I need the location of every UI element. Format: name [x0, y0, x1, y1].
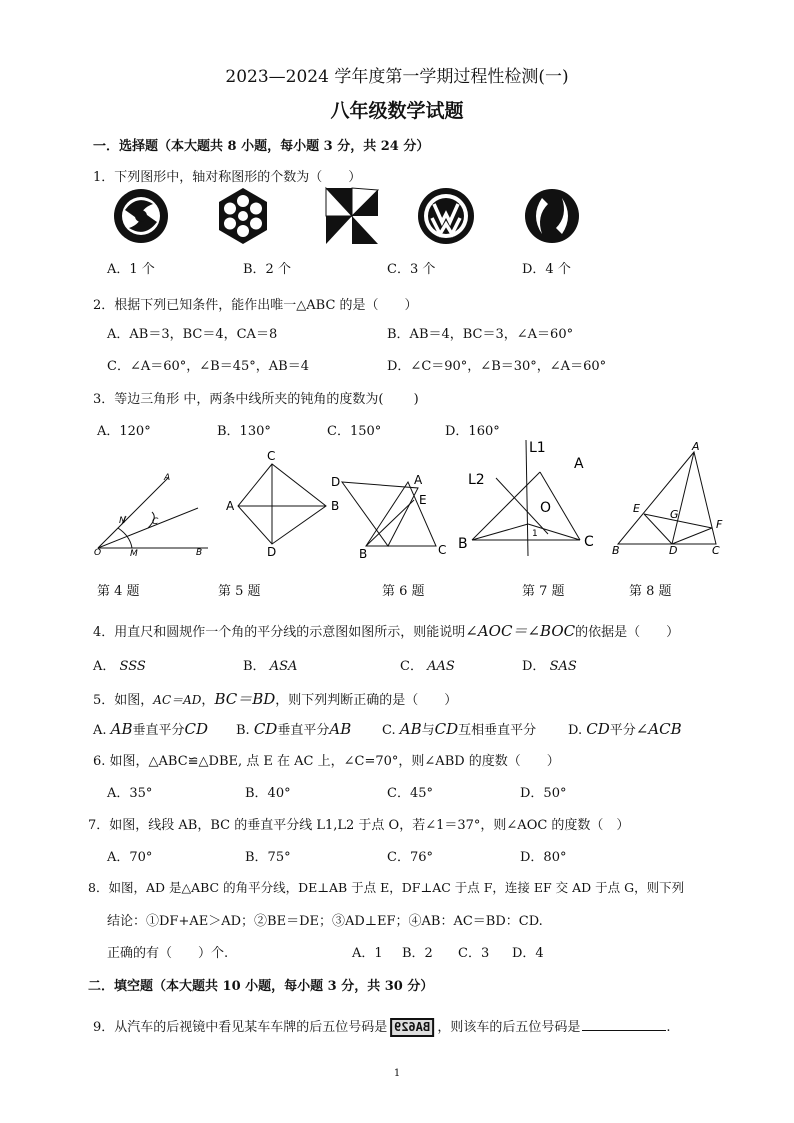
volkswagen-logo-icon: [418, 188, 474, 244]
caption-fig8: 第 8 题: [629, 584, 672, 599]
fig8-label-a: A: [692, 440, 700, 453]
q4-option-b-letter: B．: [243, 659, 266, 674]
fig8-label-c: C: [712, 544, 720, 557]
fig5-label-d: D: [267, 545, 277, 559]
section1-heading: 一．选择题（本大题共 8 小题，每小题 3 分，共 24 分）: [93, 139, 430, 154]
q4-option-d-letter: D．: [522, 659, 546, 674]
caption-fig4: 第 4 题: [97, 584, 140, 599]
q8-option-c: C．3: [458, 946, 490, 961]
fig8-label-e: E: [633, 502, 640, 515]
q3-option-a: A．120°: [97, 424, 151, 439]
pinwheel-icon: [326, 188, 378, 244]
q7-option-d: D．80°: [520, 850, 567, 865]
q5-c-rel: 与: [421, 723, 435, 738]
q9-stem: [93, 1016, 671, 1037]
q7-option-a: A．70°: [107, 850, 153, 865]
q9-license-plate: BA629: [390, 1018, 434, 1037]
q5-option-c: [382, 719, 536, 738]
exam-subtitle: 八年级数学试题: [330, 100, 464, 122]
dongfeng-logo-icon: [114, 189, 168, 243]
q5-d-letter: D.: [568, 723, 583, 738]
q5-b-letter: B.: [236, 723, 250, 738]
q8-option-b: B．2: [402, 946, 433, 961]
figure-4: [98, 478, 208, 548]
hexagon-flower-icon: [219, 188, 267, 244]
fig4-label-a: A: [164, 473, 171, 483]
fig7-label-a: A: [574, 456, 584, 472]
q4-formula: ∠AOC＝∠BOC: [465, 622, 576, 640]
q5-c-seg1: AB: [399, 720, 422, 738]
caption-fig5: 第 5 题: [218, 584, 261, 599]
swirl-logo-icon: [525, 189, 579, 243]
q1-figures: [105, 186, 665, 246]
q9-end: .: [666, 1020, 671, 1035]
fig6-label-a: A: [414, 473, 423, 487]
q9-answer-blank[interactable]: [582, 1030, 666, 1031]
figure-5: [238, 464, 326, 544]
fig7-label-l1: L1: [529, 440, 546, 456]
q8-option-d: D．4: [512, 946, 544, 961]
q7-option-c: C．76°: [387, 850, 433, 865]
q3-stem: 3．等边三角形 中，两条中线所夹的钝角的度数为( ): [93, 392, 419, 407]
q5-option-a: [93, 719, 208, 738]
fig5-label-a: A: [226, 499, 235, 513]
q1-option-b: B．2 个: [243, 262, 291, 277]
q4-option-d: [522, 655, 577, 674]
q4-option-b: [243, 655, 297, 674]
fig6-label-d: D: [331, 475, 341, 489]
q4-option-b-text: ASA: [269, 659, 298, 674]
q8-option-a: A．1: [352, 946, 383, 961]
fig4-label-c: C: [152, 517, 159, 527]
q6-option-c: C．45°: [387, 786, 433, 801]
figure-8: [618, 452, 716, 544]
q4-option-c-letter: C．: [400, 659, 423, 674]
q4-option-a-text: SSS: [119, 659, 146, 674]
q6-option-a: A．35°: [107, 786, 153, 801]
fig8-label-g: G: [670, 508, 679, 521]
q4-option-c-text: AAS: [427, 659, 455, 674]
q5-option-d: [568, 719, 682, 738]
q6-stem: 6. 如图，△ABC≌△DBE, 点 E 在 AC 上，∠C=70°，则∠ABD 的度数（ ）: [93, 754, 560, 769]
q4-option-c: [400, 655, 455, 674]
q3-option-b: B．130°: [217, 424, 271, 439]
fig7-label-angle-1: 1: [532, 529, 538, 539]
q1-option-c: C．3 个: [387, 262, 436, 277]
fig7-label-l2: L2: [468, 472, 485, 488]
fig6-label-b: B: [359, 547, 368, 561]
fig6-label-e: E: [419, 493, 427, 507]
section2-heading: 二．填空题（本大题共 10 小题，每小题 3 分，共 30 分）: [88, 979, 434, 994]
fig5-label-c: C: [267, 449, 276, 463]
q9-stem-prefix: 9．从汽车的后视镜中看见某车车牌的后五位号码是: [93, 1020, 388, 1035]
q1-option-d: D．4 个: [522, 262, 571, 277]
q8-prompt: 正确的有（ ）个.: [107, 946, 229, 961]
q3-option-d: D．160°: [445, 424, 500, 439]
q5-b-rel: 垂直平分: [277, 723, 330, 738]
fig6-label-c: C: [438, 543, 447, 557]
q5-b-seg1: CD: [253, 720, 278, 738]
q5-a-rel: 垂直平分: [132, 723, 185, 738]
q3-option-c: C．150°: [327, 424, 382, 439]
q5-d-rel: 平分: [609, 723, 636, 738]
q2-option-a: A．AB＝3，BC＝4，CA＝8: [107, 327, 278, 342]
q4-option-a: [93, 655, 146, 674]
fig8-label-b: B: [612, 544, 620, 557]
q5-d-seg2: ∠ACB: [635, 720, 682, 738]
q5-a-seg2: CD: [184, 720, 209, 738]
fig4-label-o: O: [94, 548, 102, 558]
q4-option-d-text: SAS: [549, 659, 577, 674]
q5-stem: [93, 688, 457, 709]
q6-option-b: B．40°: [245, 786, 291, 801]
fig8-label-d: D: [669, 544, 678, 557]
q5-b-seg2: AB: [329, 720, 352, 738]
q2-stem: 2．根据下列已知条件，能作出唯一△ABC 的是（ ）: [93, 298, 418, 313]
q5-a-letter: A.: [93, 723, 107, 738]
q4-option-a-letter: A．: [93, 659, 116, 674]
fig4-label-b: B: [196, 548, 203, 558]
q4-stem-prefix: 4．用直尺和圆规作一个角的平分线的示意图如图所示，则能说明: [93, 625, 466, 640]
q5-sep: ，: [201, 693, 215, 708]
q2-option-c: C．∠A＝60°，∠B＝45°，AB＝4: [107, 359, 309, 374]
q5-option-b: [236, 719, 351, 738]
q8-conclusions: 结论：①DF+AE＞AD；②BE＝DE；③AD⊥EF；④AB：AC＝BD：CD.: [107, 914, 543, 929]
q5-d-seg1: CD: [586, 720, 610, 738]
caption-fig6: 第 6 题: [382, 584, 425, 599]
q5-cond2: BC＝BD: [214, 690, 276, 708]
q2-option-d: D．∠C＝90°，∠B＝30°，∠A＝60°: [387, 359, 607, 374]
fig7-label-b: B: [458, 536, 468, 552]
q5-stem-suffix: ，则下列判断正确的是（ ）: [275, 693, 458, 708]
page-number: 1: [393, 1068, 401, 1079]
fig5-label-b: B: [331, 499, 340, 513]
fig8-label-f: F: [716, 518, 723, 531]
fig4-label-n: N: [119, 516, 126, 526]
q5-c-rel2: 互相垂直平分: [458, 723, 537, 738]
q5-stem-prefix: 5．如图，: [93, 693, 154, 708]
figure-7: [472, 440, 580, 556]
figure-6: [342, 482, 436, 546]
figures-row: [88, 436, 748, 566]
fig7-label-o: O: [540, 500, 552, 516]
caption-fig7: 第 7 题: [522, 584, 565, 599]
q5-cond1: AC＝AD: [153, 693, 202, 707]
fig4-label-m: M: [130, 549, 138, 559]
q7-stem: 7．如图，线段 AB，BC 的垂直平分线 L1,L2 于点 O，若∠1＝37°，则∠AOC 的度数（ ）: [88, 818, 630, 833]
q9-stem-suffix: ，则该车的后五位号码是: [437, 1020, 581, 1035]
q2-option-b: B．AB＝4，BC＝3，∠A＝60°: [387, 327, 574, 342]
q4-stem-suffix: 的依据是（ ）: [575, 625, 680, 640]
q5-a-seg1: AB: [110, 720, 133, 738]
q8-stem: 8．如图，AD 是△ABC 的角平分线，DE⊥AB 于点 E，DF⊥AC 于点 F，连接 EF 交 AD 于点 G，则下列: [88, 880, 685, 895]
q4-stem: [93, 620, 679, 641]
q7-option-b: B．75°: [245, 850, 291, 865]
q1-stem: 1．下列图形中，轴对称图形的个数为（ ）: [93, 170, 362, 185]
fig7-label-c: C: [584, 534, 594, 550]
q6-option-d: D．50°: [520, 786, 567, 801]
q5-c-seg2: CD: [434, 720, 459, 738]
q1-option-a: A．1 个: [107, 262, 155, 277]
q5-c-letter: C.: [382, 723, 396, 738]
exam-title: 2023—2024 学年度第一学期过程性检测(一): [225, 67, 569, 87]
